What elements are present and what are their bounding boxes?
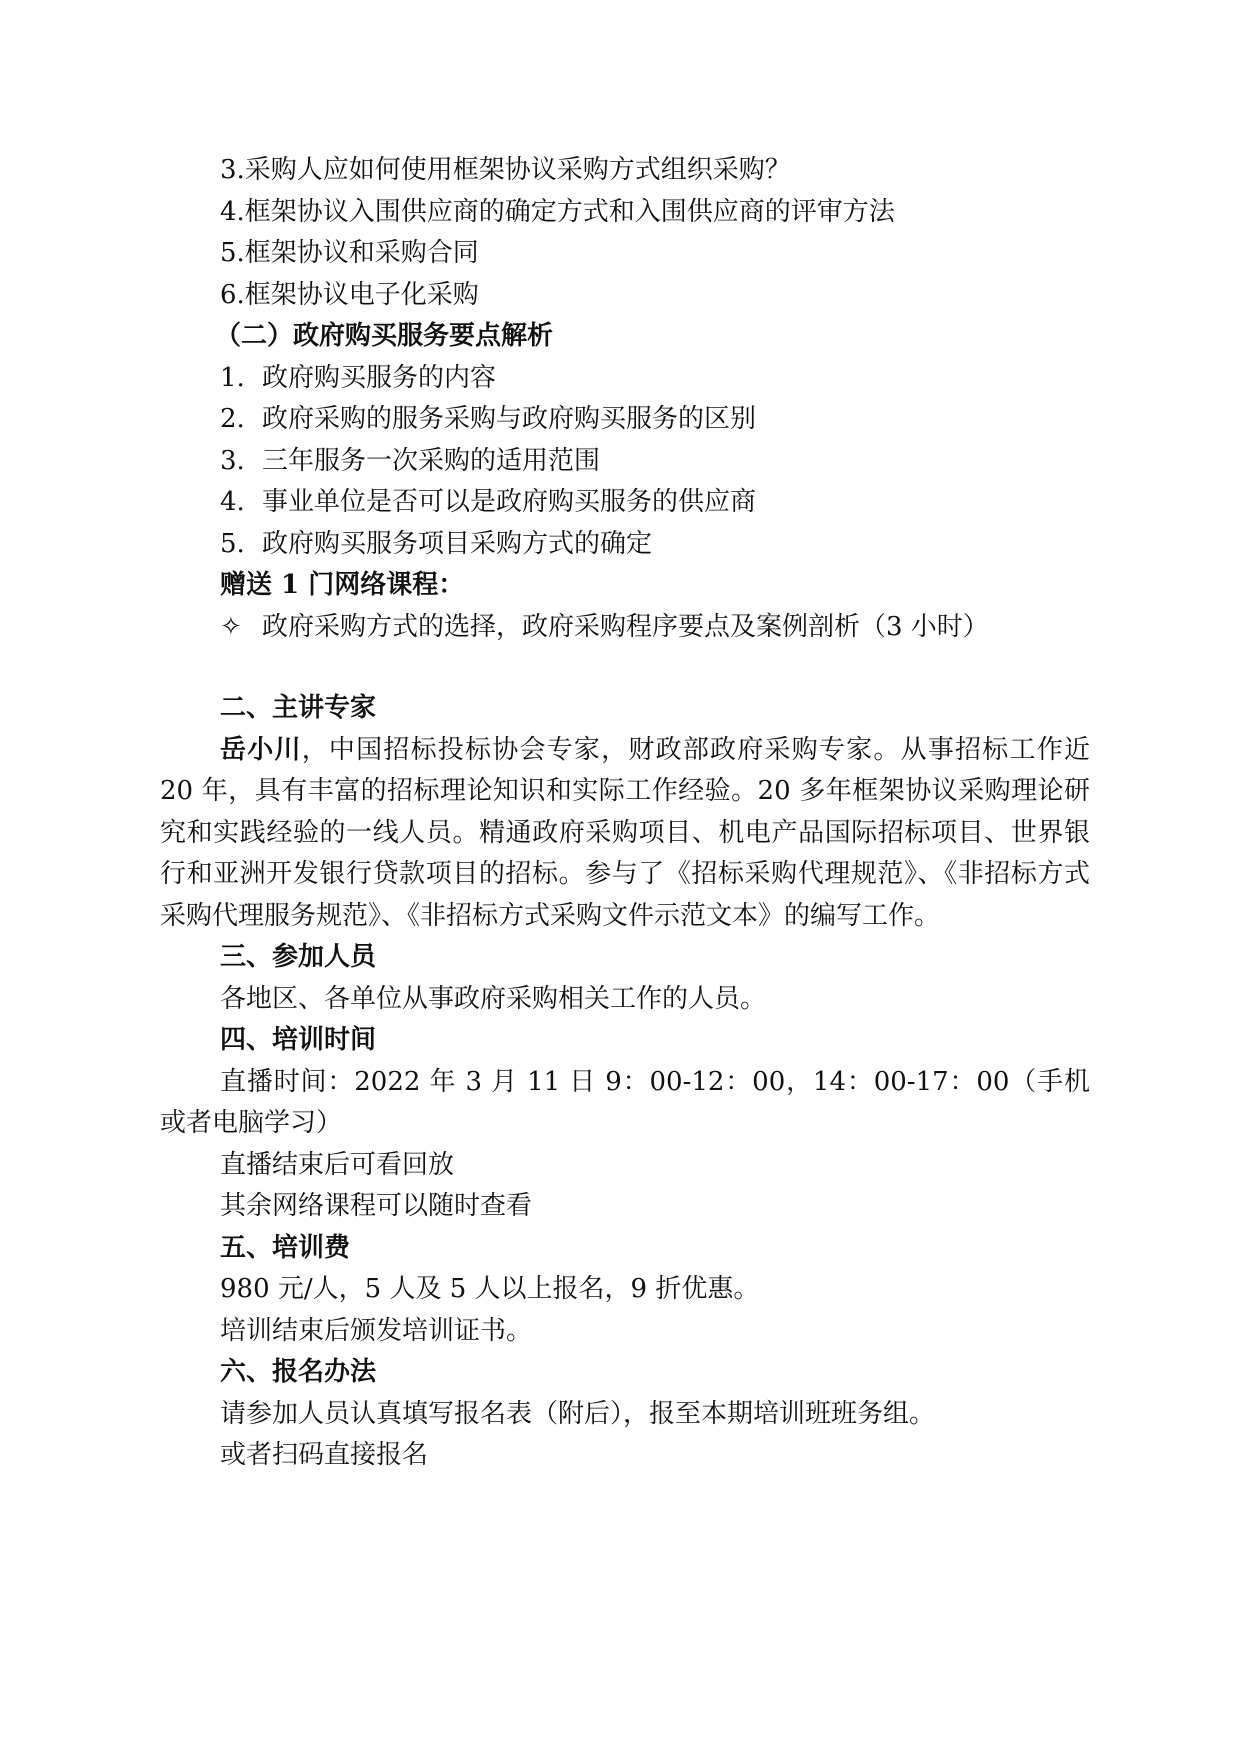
section2-item-1 [160,358,1090,400]
framework-item-4: 4.框架协议入围供应商的确定方式和入围供应商的评审方法 [220,196,895,227]
time-note-replay: 直播结束后可看回放 [220,1149,455,1180]
section2-item-4 [160,482,1090,524]
time-heading: 四、培训时间 [220,1025,377,1055]
participants-text: 各地区、各单位从事政府采购相关工作的人员。 [220,983,767,1014]
framework-item-5: 5.框架协议和采购合同 [220,238,479,268]
time-text: 直播时间：2022 年 3 月 11 日 9：00-12：00，14：00-17：00（手机或者电脑学习） [160,1066,1090,1138]
item-number: 3. [220,445,245,476]
spacer [160,648,1090,688]
framework-item-6: 6.框架协议电子化采购 [220,279,479,310]
item-number: 1. [220,362,245,393]
time-note-courses: 其余网络课程可以随时查看 [220,1191,533,1221]
bonus-item-text: 政府采购方式的选择，政府采购程序要点及案例剖析（3 小时） [262,611,989,642]
signup-text: 请参加人员认真填写报名表（附后），报至本期培训班班务组。 [220,1398,936,1429]
document-body [160,150,1090,1477]
section2-item-2 [160,399,1090,441]
expert-name: 岳小川 [220,734,302,765]
item-text: 政府采购的服务采购与政府购买服务的区别 [262,404,757,434]
bonus-item [160,607,1090,649]
fee-heading: 五、培训费 [220,1232,351,1263]
item-text: 政府购买服务项目采购方式的确定 [262,528,653,559]
section2-item-5 [160,524,1090,566]
item-text: 政府购买服务的内容 [262,362,497,393]
expert-paragraph [160,730,1090,938]
item-number: 2. [220,404,245,434]
fee-text: 980 元/人，5 人及 5 人以上报名，9 折优惠。 [220,1274,760,1304]
star-bullet-icon: ✧ [220,611,242,642]
item-text: 三年服务一次采购的适用范围 [262,445,601,476]
expert-bio: ，中国招标投标协会专家，财政部政府采购专家。从事招标工作近 20 年，具有丰富的招标理论知识和实际工作经验。20 多年框架协议采购理论研究和实践经验的一线人员。精通政府采购项目、机电产品国际招标项目、世界银行和亚洲开发银行贷款项目的招标。参与了《招标采购代理规范》、《非招标方式采购代理服务规范》、《非招标方式采购文件示范文本》的编写工作。 [160,734,1090,931]
expert-heading: 二、主讲专家 [220,693,377,723]
item-number: 4. [220,487,245,517]
item-number: 5. [220,528,245,559]
section2-item-3 [160,441,1090,483]
bonus-heading: 赠送 1 门网络课程： [220,570,465,600]
signup-note: 或者扫码直接报名 [220,1440,429,1470]
item-text: 事业单位是否可以是政府购买服务的供应商 [262,487,757,517]
section2-heading: （二）政府购买服务要点解析 [215,321,554,351]
signup-heading: 六、报名办法 [220,1357,377,1387]
fee-note: 培训结束后颁发培训证书。 [220,1315,533,1346]
framework-item-3: 3.采购人应如何使用框架协议采购方式组织采购？ [220,155,791,185]
participants-heading: 三、参加人员 [220,942,377,972]
